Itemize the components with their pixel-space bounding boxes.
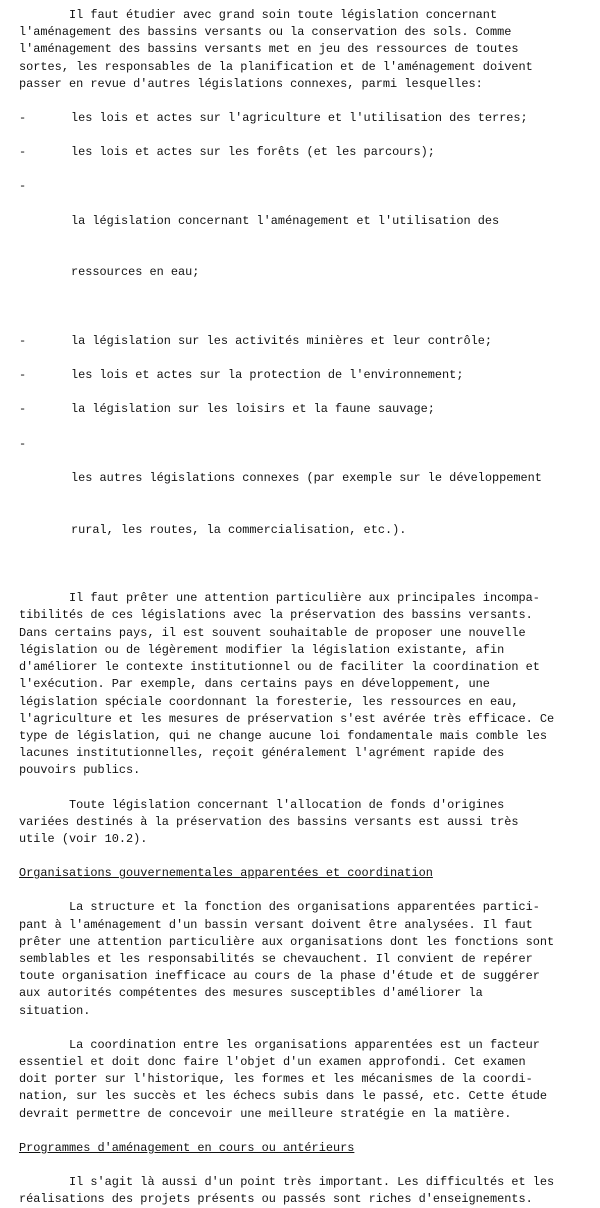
list-item — [19, 436, 589, 574]
text-line: situation. — [19, 1003, 91, 1018]
text-line: lacunes institutionnelles, reçoit généralement l'agrément rapide des — [19, 746, 505, 761]
text-line: semblables et les responsabilités se chevauchent. Il convient de repérer — [19, 951, 533, 966]
list-item-text: la législation concernant l'aménagement et l'utilisation des — [71, 213, 500, 228]
spacer — [19, 127, 589, 144]
spacer — [19, 1123, 589, 1140]
spacer — [19, 350, 589, 367]
text-line: l'exécution. Par exemple, dans certains pays en développement, une — [19, 677, 490, 692]
list-item — [19, 110, 589, 127]
structure-paragraph — [19, 899, 589, 1019]
text-line: doit porter sur l'historique, les formes et les mécanismes de la coordi- — [19, 1072, 533, 1087]
text-line: Dans certains pays, il est souvent souhaitable de proposer une nouvelle — [19, 625, 526, 640]
text-line: l'aménagement des bassins versants ou la conservation des sols. Comme — [19, 25, 512, 40]
spacer — [19, 1020, 589, 1037]
text-line: pant à l'aménagement d'un bassin versant doivent être analysées. Il faut — [19, 917, 533, 932]
list-item — [19, 367, 589, 384]
list-item — [19, 333, 589, 350]
text-line: législation spéciale coordonnant la foresterie, les ressources en eau, — [19, 694, 519, 709]
list-item — [19, 178, 589, 316]
bullet-dash: - — [19, 111, 27, 126]
text-line: Toute législation concernant l'allocation de fonds d'origines — [19, 797, 505, 812]
text-line: toute organisation inefficace au cours de la phase d'étude et de suggérer — [19, 969, 540, 984]
text-line: type de législation, qui ne change aucune loi fondamentale mais comble les — [19, 728, 548, 743]
spacer — [19, 384, 589, 401]
bullet-dash: - — [19, 436, 27, 451]
document-page — [19, 7, 589, 1208]
text-line: l'aménagement des bassins versants met en jeu des ressources de toutes — [19, 42, 519, 57]
text-line: La structure et la fonction des organisations apparentées partici- — [19, 900, 540, 915]
spacer — [19, 419, 589, 436]
list-item — [19, 401, 589, 418]
text-line: devrait permettre de concevoir une meilleure stratégie en la matière. — [19, 1106, 512, 1121]
list-item-text: rural, les routes, la commercialisation, etc.). — [71, 522, 407, 537]
bullet-dash: - — [19, 402, 27, 417]
bullet-dash: - — [19, 145, 27, 160]
section-heading-organisations: Organisations gouvernementales apparentées et coordination — [19, 866, 433, 881]
text-line: variées destinés à la préservation des bassins versants est aussi très — [19, 814, 519, 829]
legislation-list — [19, 110, 589, 573]
text-line: La coordination entre les organisations apparentées est un facteur — [19, 1037, 540, 1052]
list-item-text: la législation sur les loisirs et la faune sauvage; — [71, 402, 435, 417]
text-line: l'agriculture et les mesures de préservation s'est avérée très efficace. Ce — [19, 711, 555, 726]
list-item-text: la législation sur les activités minières et leur contrôle; — [71, 334, 492, 349]
spacer — [19, 573, 589, 590]
bullet-dash: - — [19, 368, 27, 383]
list-item-text: les autres législations connexes (par exemple sur le développement — [71, 471, 542, 486]
programmes-paragraph — [19, 1174, 589, 1208]
bullet-dash: - — [19, 179, 27, 194]
text-line: pouvoirs publics. — [19, 763, 141, 778]
text-line: nation, sur les succès et les échecs subis dans le passé, etc. Cette étude — [19, 1089, 548, 1104]
list-item — [19, 144, 589, 161]
bullet-dash: - — [19, 334, 27, 349]
text-line: législation ou de légèrement modifier la législation existante, afin — [19, 642, 505, 657]
spacer — [19, 93, 589, 110]
section-heading-programmes: Programmes d'aménagement en cours ou antérieurs — [19, 1140, 355, 1155]
list-item-text: les lois et actes sur les forêts (et les parcours); — [71, 145, 435, 160]
text-line: Il faut étudier avec grand soin toute législation concernant — [19, 8, 498, 22]
spacer — [19, 882, 589, 899]
text-line: tibilités de ces législations avec la préservation des bassins versants. — [19, 608, 533, 623]
spacer — [19, 316, 589, 333]
spacer — [19, 848, 589, 865]
text-line: prêter une attention particulière aux organisations dont les fonctions sont — [19, 934, 555, 949]
spacer — [19, 161, 589, 178]
coordination-paragraph — [19, 1037, 589, 1123]
text-line: sortes, les responsables de la planification et de l'aménagement doivent — [19, 59, 533, 74]
text-line: utile (voir 10.2). — [19, 831, 148, 846]
text-line: d'améliorer le contexte institutionnel ou de faciliter la coordination et — [19, 660, 540, 675]
list-item-text: les lois et actes sur l'agriculture et l'utilisation des terres; — [71, 111, 528, 126]
spacer — [19, 780, 589, 797]
text-line: aux autorités compétentes des mesures susceptibles d'améliorer la — [19, 986, 483, 1001]
spacer — [19, 1157, 589, 1174]
text-line: Il s'agit là aussi d'un point très important. Les difficultés et les — [19, 1174, 555, 1189]
funding-paragraph — [19, 797, 589, 849]
text-line: Il faut prêter une attention particulière aux principales incompa- — [19, 591, 540, 606]
text-line: passer en revue d'autres législations connexes, parmi lesquelles: — [19, 76, 483, 91]
intro-paragraph — [19, 7, 589, 93]
text-line: essentiel et doit donc faire l'objet d'un examen approfondi. Cet examen — [19, 1054, 526, 1069]
list-item-text: les lois et actes sur la protection de l'environnement; — [71, 368, 464, 383]
list-item-text: ressources en eau; — [71, 265, 200, 280]
incompatibilities-paragraph — [19, 590, 589, 779]
text-line: réalisations des projets présents ou passés sont riches d'enseignements. — [19, 1192, 533, 1207]
